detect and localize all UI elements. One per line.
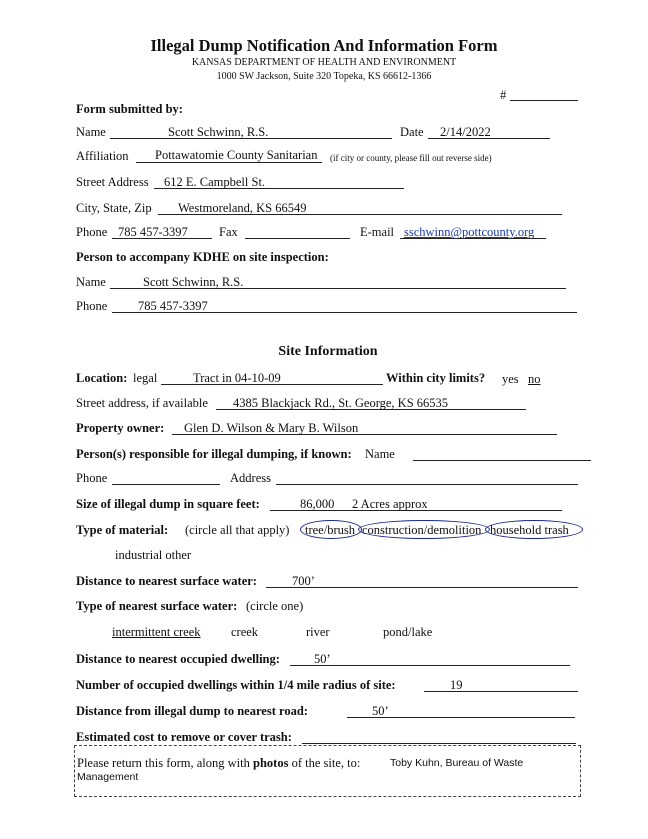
accompany-phone-value: 785 457-3397 bbox=[138, 299, 208, 313]
return-text-1: Please return this form, along with bbox=[77, 756, 254, 770]
within-city-label: Within city limits? bbox=[386, 371, 486, 385]
water-type-pond-lake[interactable]: pond/lake bbox=[383, 625, 433, 639]
date-value: 2/14/2022 bbox=[440, 125, 491, 139]
form-number-label: # bbox=[500, 88, 507, 102]
within-city-no[interactable]: no bbox=[528, 372, 541, 386]
phone-value: 785 457-3397 bbox=[118, 225, 188, 239]
dwelling-dist-field[interactable] bbox=[290, 665, 570, 666]
legal-value: Tract in 04-10-09 bbox=[193, 371, 281, 385]
agency-address: 1000 SW Jackson, Suite 320 Topeka, KS 66612-1366 bbox=[216, 71, 432, 82]
city-value: Westmoreland, KS 66549 bbox=[178, 201, 307, 215]
within-city-yes[interactable]: yes bbox=[502, 372, 519, 386]
accompany-heading: Person to accompany KDHE on site inspection: bbox=[76, 250, 329, 264]
email-value[interactable]: sschwinn@pottcounty.org bbox=[404, 225, 535, 239]
dwellings-count-value: 19 bbox=[450, 678, 463, 692]
construction-circle bbox=[358, 520, 490, 539]
street-label: Street Address bbox=[76, 175, 149, 189]
cost-label: Estimated cost to remove or cover trash: bbox=[76, 730, 292, 744]
form-title: Illegal Dump Notification And Information Form bbox=[150, 36, 498, 55]
size-note: 2 Acres approx bbox=[352, 497, 428, 511]
affiliation-field[interactable] bbox=[136, 162, 322, 163]
material-tree-brush[interactable]: tree/brush bbox=[305, 523, 355, 537]
material-construction-demolition[interactable]: construction/demolition bbox=[362, 523, 482, 537]
return-text-2: of the site, to: bbox=[288, 756, 361, 770]
responsible-name-field[interactable] bbox=[413, 460, 591, 461]
phone-label: Phone bbox=[76, 225, 108, 239]
responsible-name-label: Name bbox=[365, 447, 395, 461]
affiliation-value: Pottawatomie County Sanitarian bbox=[155, 148, 318, 162]
email-label: E-mail bbox=[360, 225, 395, 239]
responsible-phone-field[interactable] bbox=[112, 484, 220, 485]
site-info-heading: Site Information bbox=[278, 344, 378, 359]
agency-name: KANSAS DEPARTMENT OF HEALTH AND ENVIRONMENT bbox=[191, 57, 457, 68]
dwellings-count-label: Number of occupied dwellings within 1/4 mile radius of site: bbox=[76, 678, 396, 692]
date-label: Date bbox=[400, 125, 424, 139]
return-photos: photos bbox=[253, 756, 289, 770]
city-label: City, State, Zip bbox=[76, 201, 152, 215]
size-value: 86,000 bbox=[300, 497, 335, 511]
water-dist-value: 700’ bbox=[292, 574, 315, 588]
name-label: Name bbox=[76, 125, 106, 139]
return-to-line-1: Toby Kuhn, Bureau of Waste bbox=[390, 757, 524, 769]
material-household-trash[interactable]: household trash bbox=[490, 523, 569, 537]
responsible-phone-label: Phone bbox=[76, 471, 108, 485]
accompany-name-value: Scott Schwinn, R.S. bbox=[143, 275, 244, 289]
legal-label: legal bbox=[133, 371, 158, 385]
submitted-by-heading: Form submitted by: bbox=[76, 102, 183, 116]
water-type-label: Type of nearest surface water: bbox=[76, 599, 238, 613]
tree-brush-circle bbox=[300, 520, 362, 539]
material-label: Type of material: bbox=[76, 523, 169, 537]
water-type-river[interactable]: river bbox=[306, 625, 330, 639]
household-trash-circle bbox=[485, 520, 583, 539]
water-dist-label: Distance to nearest surface water: bbox=[76, 574, 257, 588]
fax-label: Fax bbox=[219, 225, 238, 239]
return-to-line-2: Management bbox=[77, 771, 139, 783]
owner-value: Glen D. Wilson & Mary B. Wilson bbox=[184, 421, 359, 435]
site-street-value: 4385 Blackjack Rd., St. George, KS 66535 bbox=[233, 396, 449, 410]
responsible-address-label: Address bbox=[230, 471, 271, 485]
water-type-intermittent-creek[interactable]: intermittent creek bbox=[112, 625, 201, 639]
cost-field[interactable] bbox=[302, 743, 576, 744]
affiliation-label: Affiliation bbox=[76, 149, 129, 163]
water-type-hint: (circle one) bbox=[246, 599, 304, 613]
accompany-phone-label: Phone bbox=[76, 299, 108, 313]
owner-label: Property owner: bbox=[76, 421, 165, 435]
location-label: Location: bbox=[76, 371, 128, 385]
return-instructions bbox=[77, 756, 360, 771]
site-street-label: Street address, if available bbox=[76, 396, 208, 410]
return-instructions-box bbox=[74, 745, 581, 797]
material-hint: (circle all that apply) bbox=[185, 523, 290, 537]
material-industrial-other[interactable]: industrial other bbox=[115, 548, 192, 562]
dwelling-dist-value: 50’ bbox=[314, 652, 331, 666]
dwelling-dist-label: Distance to nearest occupied dwelling: bbox=[76, 652, 280, 666]
name-value: Scott Schwinn, R.S. bbox=[168, 125, 269, 139]
road-dist-label: Distance from illegal dump to nearest road: bbox=[76, 704, 308, 718]
dwellings-count-field[interactable] bbox=[424, 691, 578, 692]
water-type-creek[interactable]: creek bbox=[231, 625, 259, 639]
affiliation-note: (if city or county, please fill out reverse side) bbox=[330, 153, 492, 163]
size-label: Size of illegal dump in square feet: bbox=[76, 497, 260, 511]
form-number-line[interactable] bbox=[510, 100, 578, 101]
road-dist-value: 50’ bbox=[372, 704, 389, 718]
street-value: 612 E. Campbell St. bbox=[164, 175, 266, 189]
responsible-address-field[interactable] bbox=[276, 484, 578, 485]
accompany-name-label: Name bbox=[76, 275, 106, 289]
fax-field[interactable] bbox=[245, 238, 350, 239]
responsible-label: Person(s) responsible for illegal dumping, if known: bbox=[76, 447, 352, 461]
